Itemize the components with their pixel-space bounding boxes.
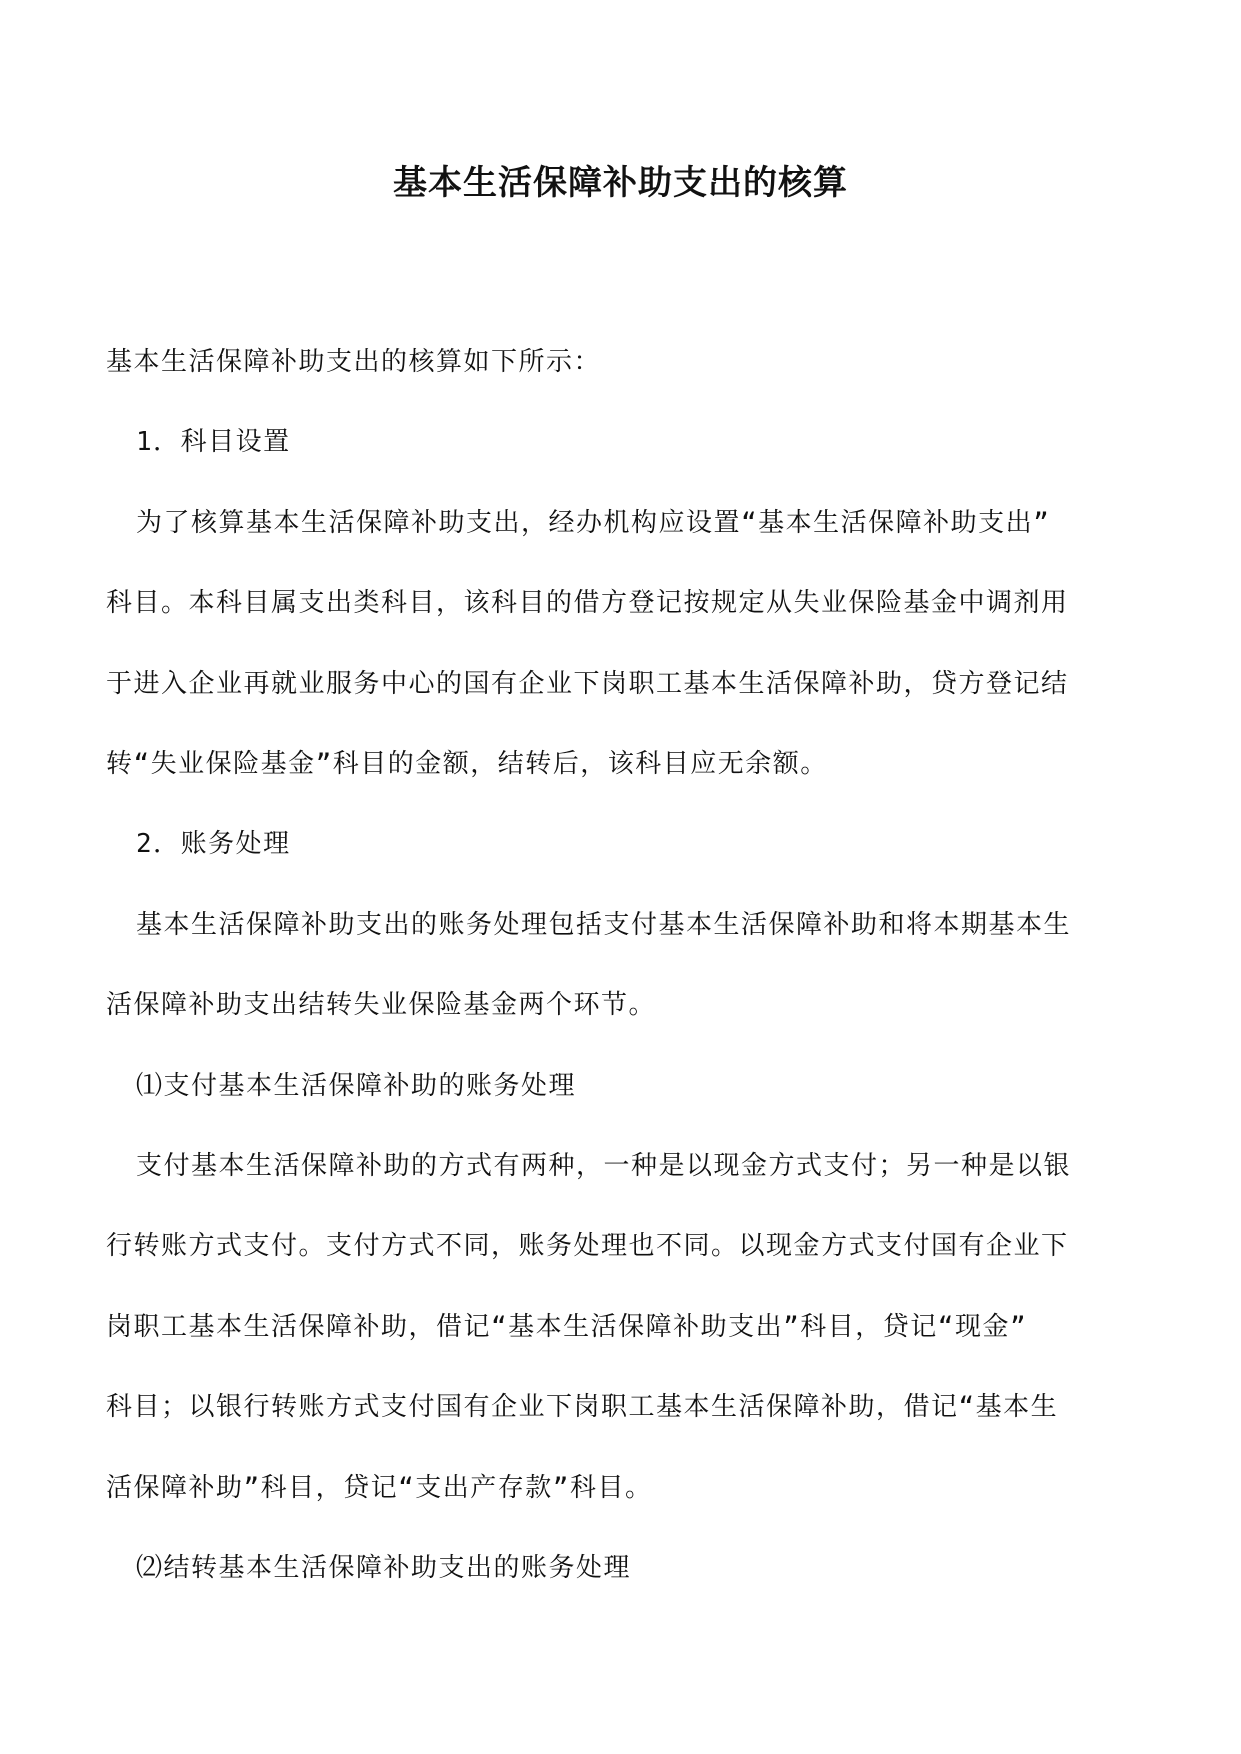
paragraph-line: 于进入企业再就业服务中心的国有企业下岗职工基本生活保障补助，贷方登记结 <box>106 669 1069 699</box>
paragraph-line: 基本生活保障补助支出的账务处理包括支付基本生活保障补助和将本期基本生 <box>136 910 1072 940</box>
paragraph-line: 为了核算基本生活保障补助支出，经办机构应设置“基本生活保障补助支出” <box>136 508 1051 538</box>
paragraph-line: 转“失业保险基金”科目的金额，结转后，该科目应无余额。 <box>106 749 828 779</box>
subsection-heading-2: ⑵结转基本生活保障补助支出的账务处理 <box>136 1553 632 1583</box>
paragraph-line: 支付基本生活保障补助的方式有两种，一种是以现金方式支付；另一种是以银 <box>136 1151 1072 1181</box>
section-heading-1: 1．科目设置 <box>136 427 291 457</box>
paragraph-line: 科目；以银行转账方式支付国有企业下岗职工基本生活保障补助，借记“基本生 <box>106 1392 1059 1422</box>
paragraph-line: 行转账方式支付。支付方式不同，账务处理也不同。以现金方式支付国有企业下 <box>106 1231 1069 1261</box>
document-title: 基本生活保障补助支出的核算 <box>393 163 848 203</box>
paragraph-line: 岗职工基本生活保障补助，借记“基本生活保障补助支出”科目，贷记“现金” <box>106 1312 1028 1342</box>
paragraph-line: 活保障补助支出结转失业保险基金两个环节。 <box>106 990 657 1020</box>
paragraph-intro: 基本生活保障补助支出的核算如下所示： <box>106 347 602 377</box>
paragraph-line: 科目。本科目属支出类科目，该科目的借方登记按规定从失业保险基金中调剂用 <box>106 588 1069 618</box>
section-heading-2: 2．账务处理 <box>136 829 291 859</box>
subsection-heading-1: ⑴支付基本生活保障补助的账务处理 <box>136 1071 577 1101</box>
paragraph-line: 活保障补助”科目，贷记“支出产存款”科目。 <box>106 1473 653 1503</box>
